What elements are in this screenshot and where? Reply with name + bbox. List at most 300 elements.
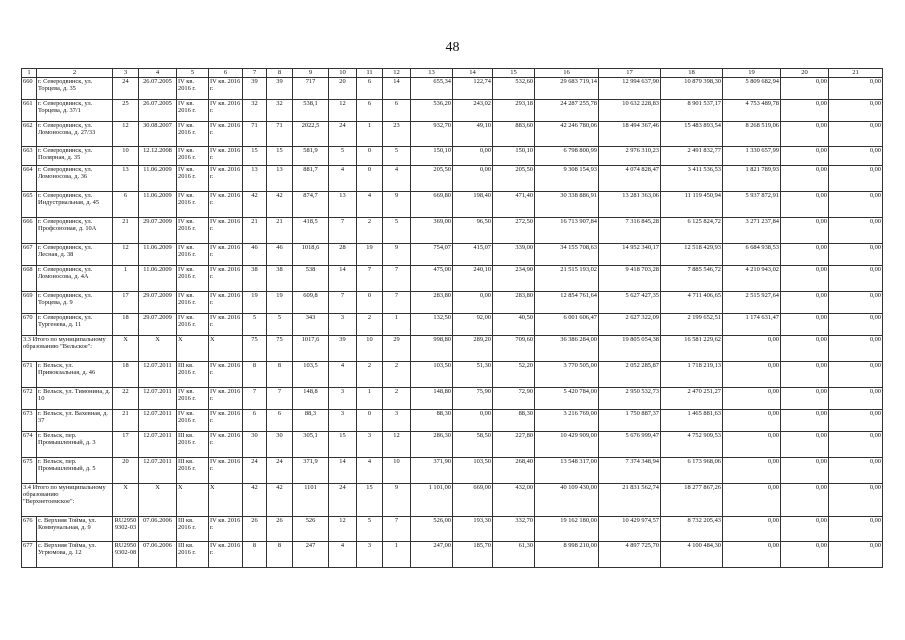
table-row: [22, 218, 883, 244]
table-cell: 2 052 285,87: [599, 362, 661, 388]
table-cell: 7: [243, 388, 267, 410]
table-cell: 22: [113, 388, 139, 410]
table-cell: 415,07: [453, 244, 493, 266]
table-cell: 4: [329, 542, 357, 568]
table-cell: IV кв. 2016 г.: [177, 388, 209, 410]
table-cell: 3.3 Итого по муниципальному образованию "Вельское":: [22, 336, 113, 362]
table-cell: 12 994 637,90: [599, 78, 661, 100]
table-cell: 24: [113, 78, 139, 100]
table-cell: 5 809 682,94: [723, 78, 781, 100]
table-cell: 0,00: [723, 517, 781, 542]
table-cell: IV кв. 2016 г.: [209, 517, 243, 542]
table-cell: 11.06.2009: [139, 166, 177, 192]
table-cell: 07.06.2006: [139, 517, 177, 542]
table-cell: г. Северодвинск, ул. Ломоносова, д. 4А: [37, 266, 113, 292]
table-cell: IV кв. 2016 г.: [209, 78, 243, 100]
column-header: 3: [113, 69, 139, 78]
table-cell: 668: [22, 266, 37, 292]
table-cell: 4: [357, 192, 383, 218]
table-cell: 103,50: [453, 458, 493, 484]
table-cell: 13: [243, 166, 267, 192]
table-cell: 6 125 824,72: [661, 218, 723, 244]
table-cell: 4: [329, 166, 357, 192]
table-cell: 670: [22, 314, 37, 336]
table-cell: 0,00: [829, 362, 883, 388]
table-cell: 666: [22, 218, 37, 244]
table-cell: 42: [267, 484, 293, 517]
table-row: [22, 122, 883, 147]
table-cell: г. Вельск, пер. Промышленный, д. 5: [37, 458, 113, 484]
table-cell: 19 805 054,38: [599, 336, 661, 362]
table-cell: 148,8: [293, 388, 329, 410]
table-cell: IV кв. 2016 г.: [209, 266, 243, 292]
table-cell: г. Северодвинск, ул. Торцева, д. 37/1: [37, 100, 113, 122]
table-cell: 29.07.2009: [139, 314, 177, 336]
table-cell: 339,00: [493, 244, 535, 266]
table-cell: X: [209, 336, 243, 362]
table-cell: 674: [22, 432, 37, 458]
table-row: [22, 292, 883, 314]
table-cell: 1018,6: [293, 244, 329, 266]
table-cell: 5 676 999,47: [599, 432, 661, 458]
table-cell: 240,10: [453, 266, 493, 292]
table-cell: 538,1: [293, 100, 329, 122]
table-cell: 12.07.2011: [139, 432, 177, 458]
table-cell: IV кв. 2016 г.: [177, 266, 209, 292]
table-cell: 2 470 251,27: [661, 388, 723, 410]
table-cell: 19: [357, 244, 383, 266]
table-cell: 0,00: [829, 218, 883, 244]
table-cell: 39: [267, 78, 293, 100]
table-cell: 2: [357, 314, 383, 336]
table-cell: 71: [267, 122, 293, 147]
table-cell: 475,00: [411, 266, 453, 292]
table-cell: 34 155 708,63: [535, 244, 599, 266]
table-cell: 150,10: [493, 147, 535, 166]
table-cell: 58,50: [453, 432, 493, 458]
table-row: [22, 314, 883, 336]
table-cell: 874,7: [293, 192, 329, 218]
table-cell: IV кв. 2016 г.: [177, 410, 209, 432]
table-cell: 39: [243, 78, 267, 100]
table-cell: 1017,6: [293, 336, 329, 362]
table-cell: г. Северодвинск, ул. Ломоносова, д. 27/33: [37, 122, 113, 147]
table-cell: 21: [113, 410, 139, 432]
table-cell: 8 732 205,43: [661, 517, 723, 542]
table-cell: 0,00: [829, 266, 883, 292]
table-cell: 21 515 193,02: [535, 266, 599, 292]
table-cell: 671: [22, 362, 37, 388]
table-cell: 1: [383, 314, 411, 336]
table-cell: 103,50: [411, 362, 453, 388]
table-cell: 0,00: [781, 336, 829, 362]
table-cell: 663: [22, 147, 37, 166]
table-cell: 4 752 909,53: [661, 432, 723, 458]
table-cell: 2: [357, 218, 383, 244]
table-cell: 38: [267, 266, 293, 292]
column-header: 1: [22, 69, 37, 78]
table-cell: 30 338 886,91: [535, 192, 599, 218]
table-cell: 29.07.2009: [139, 218, 177, 244]
table-cell: 42 246 780,06: [535, 122, 599, 147]
table-cell: 2022,5: [293, 122, 329, 147]
table-cell: 15: [243, 147, 267, 166]
table-cell: 2: [357, 362, 383, 388]
table-cell: 669,00: [453, 484, 493, 517]
table-cell: 1 465 881,63: [661, 410, 723, 432]
table-cell: 30: [243, 432, 267, 458]
table-cell: 1 174 631,47: [723, 314, 781, 336]
table-cell: X: [177, 336, 209, 362]
table-cell: IV кв. 2016 г.: [209, 100, 243, 122]
table-cell: 28: [329, 244, 357, 266]
table-cell: 6 173 968,06: [661, 458, 723, 484]
table-cell: 7: [329, 218, 357, 244]
table-cell: 18 494 367,46: [599, 122, 661, 147]
table-cell: 9: [383, 192, 411, 218]
table-cell: 2: [383, 362, 411, 388]
table-cell: 0,00: [723, 388, 781, 410]
table-cell: 11 119 450,94: [661, 192, 723, 218]
table-cell: 205,50: [411, 166, 453, 192]
table-cell: 2 950 532,73: [599, 388, 661, 410]
table-cell: г. Вельск, ул. Тимонина, д. 10: [37, 388, 113, 410]
table-cell: г. Северодвинск, ул. Торцева, д. 35: [37, 78, 113, 100]
table-cell: 332,70: [493, 517, 535, 542]
table-cell: 660: [22, 78, 37, 100]
table-cell: 0,00: [453, 410, 493, 432]
table-cell: 283,80: [411, 292, 453, 314]
table-cell: 8: [267, 362, 293, 388]
table-cell: 96,50: [453, 218, 493, 244]
table-cell: 3: [357, 432, 383, 458]
table-row: [22, 147, 883, 166]
table-cell: 676: [22, 517, 37, 542]
table-cell: 0,00: [781, 362, 829, 388]
column-header: 20: [781, 69, 829, 78]
table-cell: 15: [357, 484, 383, 517]
table-cell: 677: [22, 542, 37, 568]
table-cell: 132,50: [411, 314, 453, 336]
table-cell: 3 271 237,84: [723, 218, 781, 244]
table-cell: 4 711 406,65: [661, 292, 723, 314]
table-cell: 21: [243, 218, 267, 244]
table-cell: 9 308 154,93: [535, 166, 599, 192]
table-cell: 15: [329, 432, 357, 458]
table-cell: 8: [243, 362, 267, 388]
table-cell: IV кв. 2016 г.: [209, 147, 243, 166]
table-cell: 3 770 505,00: [535, 362, 599, 388]
table-cell: 709,60: [493, 336, 535, 362]
table-cell: 0,00: [829, 484, 883, 517]
table-cell: 5: [329, 147, 357, 166]
table-cell: 0,00: [453, 292, 493, 314]
table-cell: 371,90: [411, 458, 453, 484]
table-cell: 3: [329, 388, 357, 410]
table-cell: 4 897 725,70: [599, 542, 661, 568]
table-cell: 29 683 719,14: [535, 78, 599, 100]
table-cell: 0,00: [829, 458, 883, 484]
table-cell: 12: [329, 517, 357, 542]
table-cell: III кв. 2016 г.: [177, 458, 209, 484]
table-cell: 4 074 828,47: [599, 166, 661, 192]
table-cell: 7: [267, 388, 293, 410]
table-cell: 4: [383, 166, 411, 192]
table-cell: 42: [243, 484, 267, 517]
page-number: 48: [445, 40, 460, 55]
table-cell: 40,50: [493, 314, 535, 336]
table-cell: 21: [113, 218, 139, 244]
table-cell: 12.07.2011: [139, 410, 177, 432]
table-cell: X: [177, 484, 209, 517]
table-cell: 0,00: [723, 484, 781, 517]
table-cell: 0,00: [829, 517, 883, 542]
table-cell: 0,00: [829, 314, 883, 336]
table-cell: 24: [243, 458, 267, 484]
table-cell: 0,00: [829, 432, 883, 458]
table-cell: 7: [357, 266, 383, 292]
table-cell: IV кв. 2016 г.: [177, 78, 209, 100]
column-header: 14: [453, 69, 493, 78]
table-cell: IV кв. 2016 г.: [209, 542, 243, 568]
table-cell: 0,00: [829, 292, 883, 314]
table-cell: 21: [267, 218, 293, 244]
table-cell: 662: [22, 122, 37, 147]
table-row: [22, 166, 883, 192]
table-cell: 07.06.2006: [139, 542, 177, 568]
table-cell: 18 277 867,26: [661, 484, 723, 517]
table-cell: 3: [329, 314, 357, 336]
table-cell: 14: [329, 266, 357, 292]
table-cell: 32: [243, 100, 267, 122]
table-row: [22, 266, 883, 292]
table-cell: IV кв. 2016 г.: [209, 192, 243, 218]
table-cell: 0,00: [829, 244, 883, 266]
table-cell: 6: [357, 78, 383, 100]
table-cell: 19: [267, 292, 293, 314]
table-cell: 122,74: [453, 78, 493, 100]
table-cell: 0,00: [781, 192, 829, 218]
table-cell: 2: [383, 388, 411, 410]
table-cell: 8: [243, 542, 267, 568]
table-cell: с. Верхняя Тойма, ул. Угрюмова, д. 12: [37, 542, 113, 568]
table-cell: 4 100 484,30: [661, 542, 723, 568]
table-cell: 46: [243, 244, 267, 266]
table-cell: 247: [293, 542, 329, 568]
table-cell: 0,00: [781, 542, 829, 568]
table-cell: IV кв. 2016 г.: [177, 147, 209, 166]
table-cell: 1 821 789,93: [723, 166, 781, 192]
table-cell: 0,00: [829, 147, 883, 166]
table-cell: 418,5: [293, 218, 329, 244]
table-cell: 7: [329, 292, 357, 314]
table-row: [22, 484, 883, 517]
table-cell: 14: [383, 78, 411, 100]
table-row: [22, 388, 883, 410]
table-cell: 23: [383, 122, 411, 147]
column-header: 13: [411, 69, 453, 78]
table-cell: 18: [113, 314, 139, 336]
table-cell: 6 001 606,47: [535, 314, 599, 336]
table-cell: 30.08.2007: [139, 122, 177, 147]
table-cell: 8: [267, 542, 293, 568]
table-cell: 61,30: [493, 542, 535, 568]
table-cell: 16 713 907,84: [535, 218, 599, 244]
table-cell: 40 109 430,00: [535, 484, 599, 517]
table-cell: 3: [383, 410, 411, 432]
table-row: [22, 192, 883, 218]
table-cell: 998,80: [411, 336, 453, 362]
table-cell: 13 548 317,00: [535, 458, 599, 484]
table-cell: 5 627 427,35: [599, 292, 661, 314]
table-cell: 148,80: [411, 388, 453, 410]
table-row: [22, 458, 883, 484]
table-cell: 20: [329, 78, 357, 100]
table-cell: 16 581 229,62: [661, 336, 723, 362]
table-cell: 0: [357, 166, 383, 192]
table-cell: 25: [113, 100, 139, 122]
table-cell: 24: [329, 122, 357, 147]
table-cell: 29: [383, 336, 411, 362]
table-cell: 0,00: [723, 410, 781, 432]
table-cell: 3 216 769,00: [535, 410, 599, 432]
table-cell: X: [113, 484, 139, 517]
table-cell: 8 268 519,06: [723, 122, 781, 147]
table-cell: III кв. 2016 г.: [177, 517, 209, 542]
table-cell: 2 627 322,09: [599, 314, 661, 336]
table-cell: 526: [293, 517, 329, 542]
table-cell: IV кв. 2016 г.: [209, 292, 243, 314]
table-cell: 4: [357, 458, 383, 484]
table-cell: 51,30: [453, 362, 493, 388]
table-cell: 0,00: [781, 218, 829, 244]
table-cell: 0,00: [781, 266, 829, 292]
table-cell: 13: [113, 166, 139, 192]
table-cell: 6: [243, 410, 267, 432]
table-cell: 7 885 546,72: [661, 266, 723, 292]
table-cell: 227,80: [493, 432, 535, 458]
table-cell: г. Вельск, ул. Вахевная, д. 37: [37, 410, 113, 432]
table-cell: 0,00: [829, 410, 883, 432]
table-cell: IV кв. 2016 г.: [209, 244, 243, 266]
table-cell: 26.07.2005: [139, 78, 177, 100]
table-cell: 343: [293, 314, 329, 336]
table-cell: с. Верхняя Тойма, ул. Коммунальная, д. 9: [37, 517, 113, 542]
table-cell: 15: [267, 147, 293, 166]
table-cell: 1 101,00: [411, 484, 453, 517]
table-cell: 0,00: [781, 410, 829, 432]
table-cell: 205,50: [493, 166, 535, 192]
table-cell: 12.12.2008: [139, 147, 177, 166]
table-cell: 12: [383, 432, 411, 458]
table-cell: 6 798 800,99: [535, 147, 599, 166]
table-cell: 42: [267, 192, 293, 218]
table-cell: IV кв. 2016 г.: [209, 458, 243, 484]
table-cell: IV кв. 2016 г.: [177, 292, 209, 314]
table-cell: IV кв. 2016 г.: [209, 362, 243, 388]
table-cell: 0,00: [781, 78, 829, 100]
column-header: 5: [177, 69, 209, 78]
column-header: 12: [383, 69, 411, 78]
table-cell: III кв. 2016 г.: [177, 432, 209, 458]
table-cell: 14: [329, 458, 357, 484]
column-header: 10: [329, 69, 357, 78]
table-cell: 14 952 340,17: [599, 244, 661, 266]
table-cell: 883,60: [493, 122, 535, 147]
table-cell: 7 374 348,94: [599, 458, 661, 484]
table-cell: 2 515 927,64: [723, 292, 781, 314]
table-cell: 6: [267, 410, 293, 432]
table-cell: 46: [267, 244, 293, 266]
table-cell: г. Северодвинск, ул. Полярная, д. 35: [37, 147, 113, 166]
table-cell: 293,18: [493, 100, 535, 122]
table-cell: 6: [383, 100, 411, 122]
data-table: [21, 68, 883, 568]
table-cell: 7: [383, 517, 411, 542]
table-cell: 11.06.2009: [139, 244, 177, 266]
table-cell: 4 753 489,78: [723, 100, 781, 122]
table-cell: 10: [113, 147, 139, 166]
table-cell: 10 429 974,57: [599, 517, 661, 542]
table-cell: 7: [383, 266, 411, 292]
table-cell: 0,00: [829, 100, 883, 122]
column-header: 17: [599, 69, 661, 78]
table-cell: 88,30: [411, 410, 453, 432]
table-cell: III кв. 2016 г.: [177, 542, 209, 568]
column-header: 21: [829, 69, 883, 78]
table-cell: 286,30: [411, 432, 453, 458]
table-cell: 0,00: [829, 78, 883, 100]
table-row: [22, 517, 883, 542]
table-cell: 150,10: [411, 147, 453, 166]
table-cell: 3 411 536,53: [661, 166, 723, 192]
column-header: 16: [535, 69, 599, 78]
table-cell: 8 901 537,17: [661, 100, 723, 122]
table-cell: 272,50: [493, 218, 535, 244]
table-cell: 12 518 429,93: [661, 244, 723, 266]
table-cell: 92,00: [453, 314, 493, 336]
table-cell: 0: [357, 147, 383, 166]
table-cell: 0,00: [723, 458, 781, 484]
table-cell: 932,70: [411, 122, 453, 147]
table-cell: 5: [267, 314, 293, 336]
table-cell: 17: [113, 432, 139, 458]
table-cell: 0,00: [453, 166, 493, 192]
table-cell: 0,00: [453, 147, 493, 166]
table-cell: 29.07.2009: [139, 292, 177, 314]
table-cell: III кв. 2016 г.: [177, 362, 209, 388]
table-cell: 12.07.2011: [139, 362, 177, 388]
column-header: 2: [37, 69, 113, 78]
table-cell: X: [209, 484, 243, 517]
table-cell: г. Северодвинск, ул. Профсоюзная, д. 10А: [37, 218, 113, 244]
table-cell: 185,70: [453, 542, 493, 568]
table-cell: 12 854 761,64: [535, 292, 599, 314]
table-cell: IV кв. 2016 г.: [209, 432, 243, 458]
table-cell: 11.06.2009: [139, 192, 177, 218]
table-cell: 664: [22, 166, 37, 192]
table-cell: 369,00: [411, 218, 453, 244]
table-cell: 1 750 887,37: [599, 410, 661, 432]
table-cell: г. Вельск, ул. Привокзальная, д. 46: [37, 362, 113, 388]
table-cell: 0,00: [781, 458, 829, 484]
table-cell: 39: [329, 336, 357, 362]
column-header: 4: [139, 69, 177, 78]
table-cell: 24 287 255,78: [535, 100, 599, 122]
table-cell: 12.07.2011: [139, 388, 177, 410]
table-cell: IV кв. 2016 г.: [177, 100, 209, 122]
table-cell: 675: [22, 458, 37, 484]
